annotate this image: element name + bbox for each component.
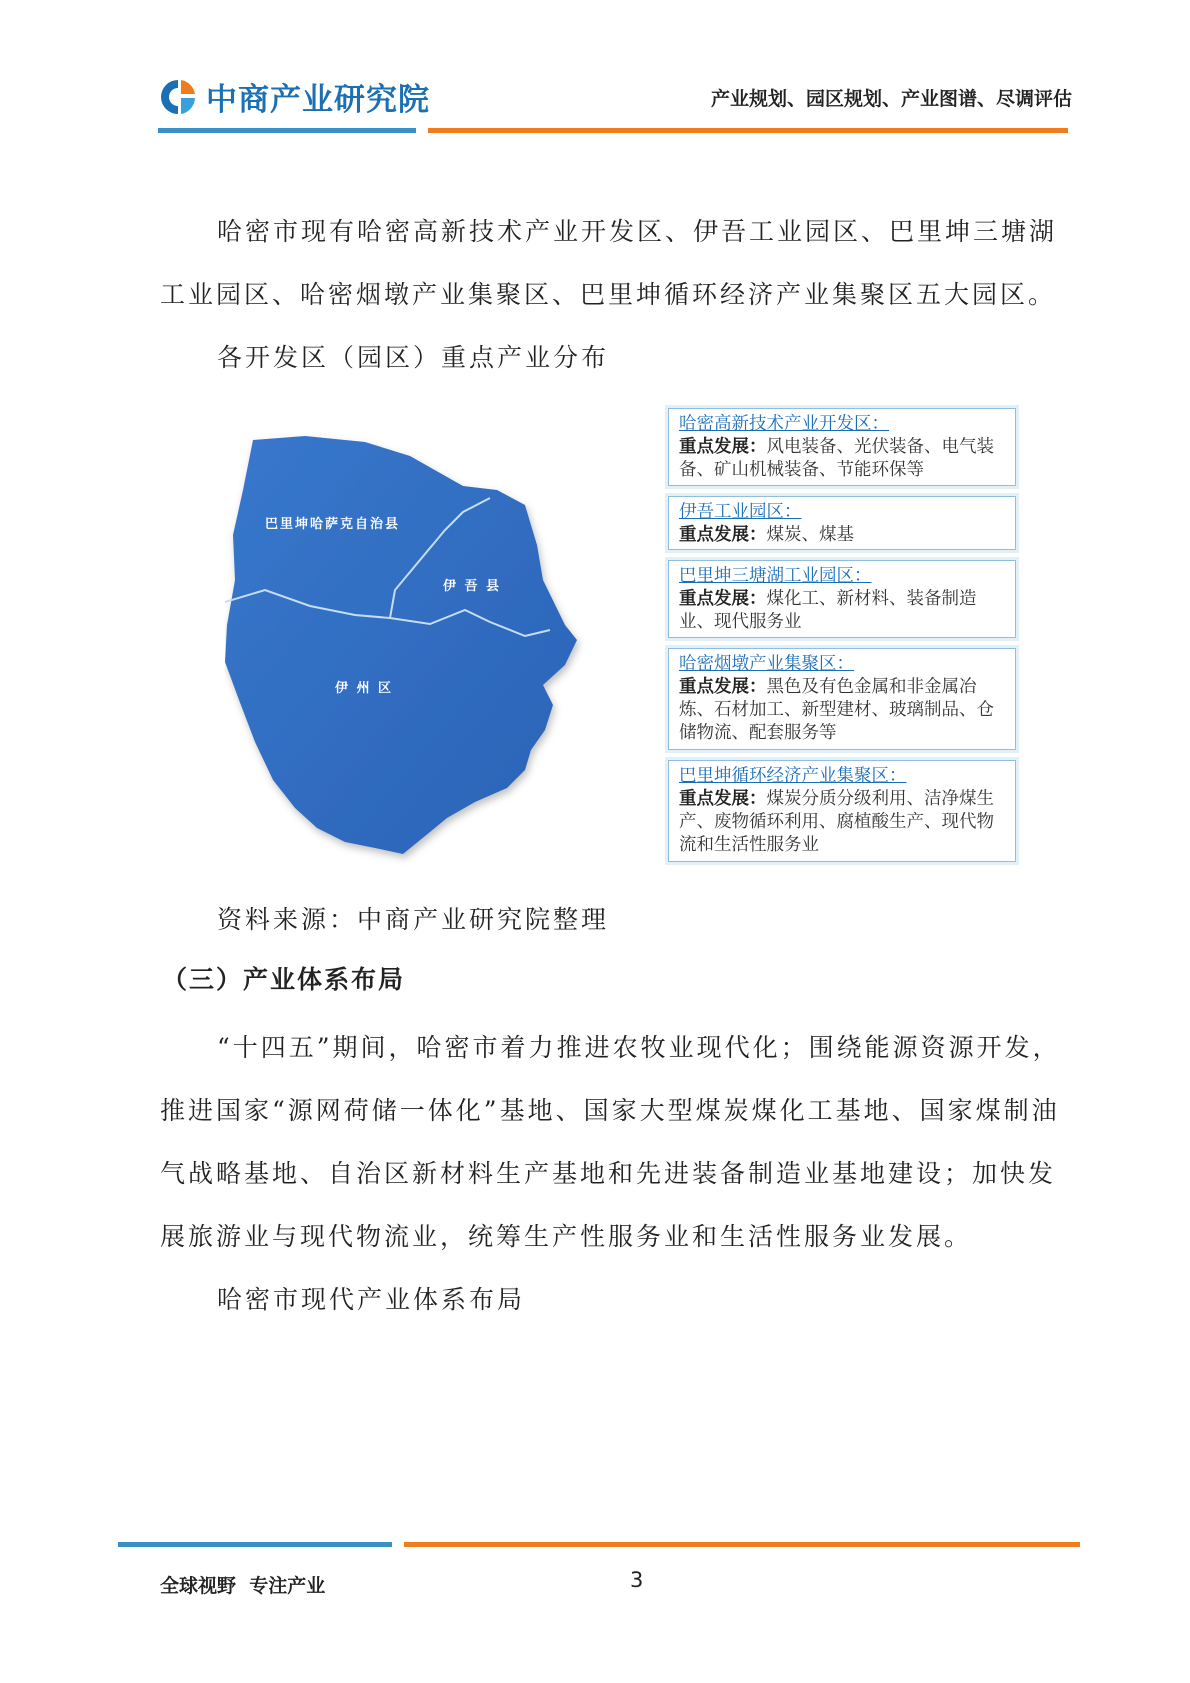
- park-title: 巴里坤三塘湖工业园区：: [679, 566, 872, 586]
- brand-name: 中商产业研究院: [206, 82, 430, 118]
- map-label-yiwu: 伊 吾 县: [443, 579, 502, 594]
- park-box-yandun: [668, 648, 1016, 750]
- park-industries: 风电装备、光伏装备、电气装备、矿山机械装备、节能环保等: [679, 437, 994, 480]
- park-key-label: 重点发展：: [679, 437, 767, 457]
- park-industries: 煤化工、新材料、装备制造业、现代服务业: [679, 589, 977, 632]
- header-divider-orange: [428, 128, 1068, 133]
- park-industries: 煤炭、煤基: [766, 525, 854, 545]
- footer-divider-blue: [118, 1542, 392, 1547]
- park-title: 哈密烟墩产业集聚区：: [679, 654, 854, 674]
- page-number: 3: [630, 1568, 644, 1592]
- park-industries: 煤炭分质分级利用、洁净煤生产、废物循环利用、腐植酸生产、现代物流和生活性服务业: [679, 789, 994, 855]
- footer-divider-orange: [404, 1542, 1080, 1547]
- figure-caption-system: 哈密市现代产业体系布局: [217, 1285, 526, 1314]
- park-key-label: 重点发展：: [679, 677, 767, 697]
- plan-paragraph: “十四五”期间，哈密市着力推进农牧业现代化；围绕能源资源开发，推进国家“源网荷储一体化”基地、国家大型煤炭煤化工基地、国家煤制油气战略基地、自治区新材料生产基地和先进装备制造业基地建设；加快发展旅游业与现代物流业，统筹生产性服务业和生活性服务业发展。: [160, 1033, 1061, 1251]
- figure-source: 资料来源：中商产业研究院整理: [217, 905, 610, 934]
- footer-slogan: 全球视野 专注产业: [160, 1575, 326, 1597]
- park-key-label: 重点发展：: [679, 789, 767, 809]
- brand-logo: [158, 74, 430, 119]
- park-box-yiwu: [668, 496, 1016, 550]
- park-box-santanghu: [668, 560, 1016, 638]
- park-key-label: 重点发展：: [679, 525, 767, 545]
- header-tagline: 产业规划、园区规划、产业图谱、尽调评估: [710, 88, 1072, 110]
- park-industries: 黑色及有色金属和非金属冶炼、石材加工、新型建材、玻璃制品、仓储物流、配套服务等: [679, 677, 994, 743]
- park-box-hitech: [668, 408, 1016, 486]
- intro-paragraph: 哈密市现有哈密高新技术产业开发区、伊吾工业园区、巴里坤三塘湖工业园区、哈密烟墩产业集聚区、巴里坤循环经济产业集聚区五大园区。: [160, 217, 1058, 309]
- park-box-circular: [668, 760, 1016, 862]
- figure-caption-parks: 各开发区（园区）重点产业分布: [217, 343, 610, 372]
- map-label-balikun: 巴里坤哈萨克自治县: [265, 517, 401, 532]
- map-outline: [225, 436, 577, 854]
- map-label-yizhou: 伊 州 区: [335, 681, 394, 696]
- park-key-label: 重点发展：: [679, 589, 767, 609]
- hami-region-map: [225, 430, 625, 870]
- park-title: 伊吾工业园区：: [679, 502, 802, 522]
- park-title: 巴里坤循环经济产业集聚区：: [679, 766, 907, 786]
- header-divider-blue: [158, 128, 416, 133]
- park-title: 哈密高新技术产业开发区：: [679, 414, 889, 434]
- brand-logo-icon: [158, 77, 198, 117]
- section-heading: （三）产业体系布局: [162, 965, 406, 994]
